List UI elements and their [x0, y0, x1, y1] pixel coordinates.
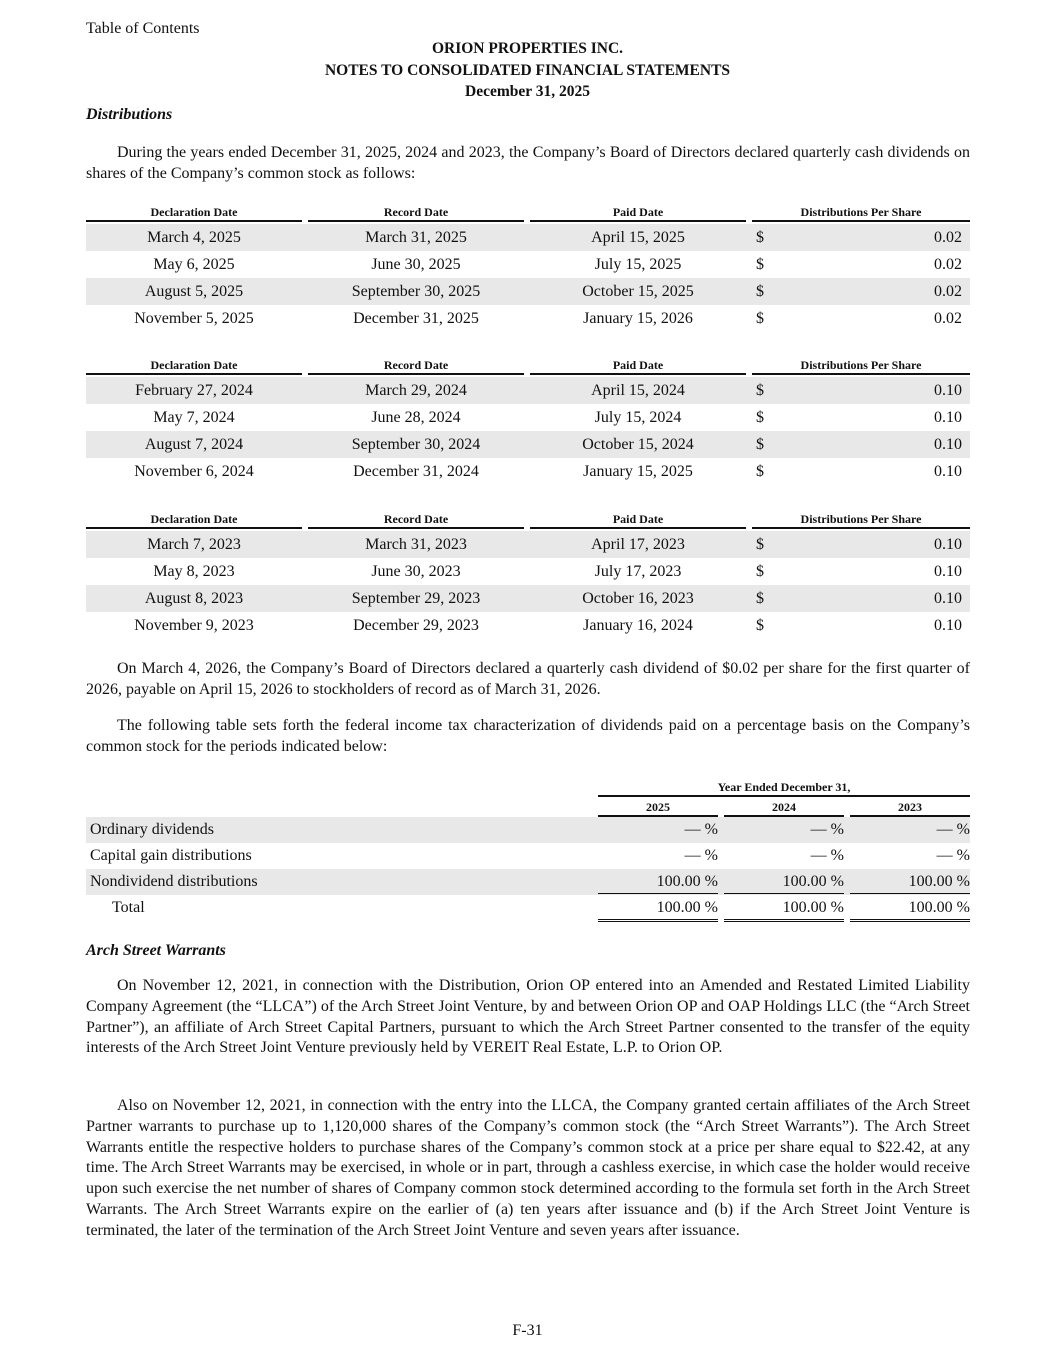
warrants-paragraph-2: Also on November 12, 2021, in connection with the entry into the LLCA, the Company granted certain affiliates of the Arch Street Partner warrants to purchase up to 1,120,000 shares of the Company’s common stock (the “Arch Street Warrants”). The Arch Street Warrants entitle the respective holders to purchase shares of the Company’s common stock at a price per share equal to $22.42, at any time. The Arch Street Warrants may be exercised, in whole or in part, through a cashless exercise, in which case the holder would receive upon such exercise the net number of shares of Company common stock determined according to the formula set forth in the Arch Street Warrants. The Arch Street Warrants expire on the earlier of (a) ten years after issuance and (b) if the Arch Street Joint Venture is terminated, the later of the termination of the Arch Street Joint Venture and seven years after issuance.: [86, 1097, 970, 1239]
table-row: [86, 869, 970, 895]
distribution-amount-cell: 0.10: [934, 536, 962, 553]
currency-symbol: $: [756, 463, 764, 480]
distribution-amount-cell: 0.10: [934, 617, 962, 634]
value-cell: — %: [684, 847, 718, 864]
paid-date-cell: July 15, 2025: [594, 256, 682, 273]
distribution-amount-cell: 0.10: [934, 563, 962, 580]
record-date-cell: June 28, 2024: [371, 409, 461, 426]
table-row: [86, 305, 970, 332]
subsequent-dividend-paragraph: On March 4, 2026, the Company’s Board of Directors declared a quarterly cash dividend of $0.02 per share for the first quarter of 2026, payable on April 15, 2026 to stockholders of record as of March 31, 2026.: [86, 660, 970, 698]
paid-date-cell: July 17, 2023: [594, 563, 682, 580]
value-cell: 100.00 %: [724, 869, 844, 894]
paid-date-cell: January 15, 2025: [583, 463, 693, 480]
currency-symbol: $: [756, 256, 764, 273]
record-date-cell: March 29, 2024: [365, 382, 467, 399]
paid-date-cell: July 15, 2024: [594, 409, 682, 426]
distribution-amount-cell: 0.10: [934, 463, 962, 480]
value-cell: 100.00 %: [598, 895, 718, 922]
table-row: [86, 404, 970, 431]
declaration-date-cell: November 5, 2025: [134, 310, 254, 327]
distributions-table-2025: [86, 204, 970, 332]
column-header: Paid Date: [530, 511, 746, 529]
column-header: Record Date: [308, 357, 524, 375]
currency-symbol: $: [756, 409, 764, 426]
currency-symbol: $: [756, 310, 764, 327]
currency-symbol: $: [756, 283, 764, 300]
record-date-cell: December 31, 2024: [353, 463, 479, 480]
table-row: [86, 458, 970, 485]
table-header: [86, 511, 970, 531]
declaration-date-cell: May 8, 2023: [153, 563, 235, 580]
value-cell: — %: [810, 847, 844, 864]
value-cell: 100.00 %: [850, 869, 970, 894]
page-number: F-31: [512, 1322, 543, 1339]
table-row: [86, 558, 970, 585]
company-name: ORION PROPERTIES INC.: [431, 40, 624, 57]
table-row: [86, 843, 970, 869]
record-date-cell: March 31, 2023: [365, 536, 467, 553]
currency-symbol: $: [756, 436, 764, 453]
currency-symbol: $: [756, 590, 764, 607]
row-label: Capital gain distributions: [90, 847, 252, 864]
row-label: Total: [112, 899, 145, 916]
table-row: [86, 531, 970, 558]
column-header: Distributions Per Share: [752, 204, 970, 222]
declaration-date-cell: November 9, 2023: [134, 617, 254, 634]
declaration-date-cell: February 27, 2024: [135, 382, 253, 399]
record-date-cell: June 30, 2023: [371, 563, 461, 580]
currency-symbol: $: [756, 382, 764, 399]
value-cell: — %: [936, 847, 970, 864]
record-date-cell: December 31, 2025: [353, 310, 479, 327]
record-date-cell: March 31, 2025: [365, 229, 467, 246]
declaration-date-cell: August 8, 2023: [144, 590, 244, 607]
column-header: Distributions Per Share: [752, 357, 970, 375]
paid-date-cell: April 15, 2025: [591, 229, 685, 246]
record-date-cell: September 29, 2023: [351, 590, 481, 607]
value-cell: — %: [936, 821, 970, 838]
distributions-table-2024: [86, 357, 970, 485]
distributions-table-2023: [86, 511, 970, 639]
table-header: [86, 204, 970, 224]
paid-date-cell: January 15, 2026: [583, 310, 693, 327]
distribution-amount-cell: 0.02: [934, 310, 962, 327]
warrants-paragraph-1: On November 12, 2021, in connection with the Distribution, Orion OP entered into an Amended and Restated Limited Liability Company Agreement (the “LLCA”) of the Arch Street Joint Venture, by and between Orion OP and OAP Holdings LLC (the “Arch Street Partner”), an affiliate of Arch Street Capital Partners, pursuant to which the Arch Street Partner consented to the transfer of the equity interests of the Arch Street Joint Venture previously held by VEREIT Real Estate, L.P. to Orion OP.: [86, 977, 970, 1057]
value-cell: 100.00 %: [598, 869, 718, 894]
distribution-amount-cell: 0.02: [934, 229, 962, 246]
record-date-cell: September 30, 2024: [351, 436, 481, 453]
column-header: Declaration Date: [86, 511, 302, 529]
paid-date-cell: April 17, 2023: [591, 536, 685, 553]
row-label: Nondividend distributions: [90, 873, 258, 890]
distribution-amount-cell: 0.02: [934, 283, 962, 300]
distributions-intro: During the years ended December 31, 2025, 2024 and 2023, the Company’s Board of Directors declared quarterly cash dividends on shares of the Company’s common stock as follows:: [86, 144, 970, 182]
paid-date-cell: October 15, 2025: [582, 283, 694, 300]
record-date-cell: September 30, 2025: [351, 283, 481, 300]
column-header: Paid Date: [530, 204, 746, 222]
declaration-date-cell: May 6, 2025: [153, 256, 235, 273]
declaration-date-cell: March 4, 2025: [147, 229, 241, 246]
value-cell: — %: [810, 821, 844, 838]
table-of-contents-link[interactable]: Table of Contents: [86, 20, 200, 37]
paid-date-cell: January 16, 2024: [583, 617, 693, 634]
year-header-2025: 2025: [598, 799, 718, 817]
value-cell: 100.00 %: [724, 895, 844, 922]
paid-date-cell: October 16, 2023: [582, 590, 694, 607]
record-date-cell: December 29, 2023: [353, 617, 479, 634]
table-row: [86, 431, 970, 458]
column-header: Distributions Per Share: [752, 511, 970, 529]
currency-symbol: $: [756, 229, 764, 246]
value-cell: — %: [684, 821, 718, 838]
currency-symbol: $: [756, 617, 764, 634]
distribution-amount-cell: 0.10: [934, 382, 962, 399]
document-date: December 31, 2025: [465, 83, 590, 100]
column-header: Declaration Date: [86, 204, 302, 222]
table-row: [86, 224, 970, 251]
declaration-date-cell: August 7, 2024: [144, 436, 244, 453]
declaration-date-cell: March 7, 2023: [147, 536, 241, 553]
distributions-heading: Distributions: [86, 106, 173, 123]
distribution-amount-cell: 0.10: [934, 409, 962, 426]
table-row-total: [86, 895, 970, 921]
year-header-2023: 2023: [850, 799, 970, 817]
value-cell: 100.00 %: [850, 895, 970, 922]
distribution-amount-cell: 0.10: [934, 590, 962, 607]
row-label: Ordinary dividends: [90, 821, 214, 838]
distribution-amount-cell: 0.02: [934, 256, 962, 273]
declaration-date-cell: May 7, 2024: [153, 409, 235, 426]
table-row: [86, 251, 970, 278]
column-header: Declaration Date: [86, 357, 302, 375]
paid-date-cell: April 15, 2024: [591, 382, 685, 399]
tax-intro-paragraph: The following table sets forth the federal income tax characterization of dividends paid on a percentage basis on the Company’s common stock for the periods indicated below:: [86, 717, 970, 755]
currency-symbol: $: [756, 536, 764, 553]
column-header: Record Date: [308, 204, 524, 222]
declaration-date-cell: November 6, 2024: [134, 463, 254, 480]
year-header-2024: 2024: [724, 799, 844, 817]
distribution-amount-cell: 0.10: [934, 436, 962, 453]
table-row: [86, 817, 970, 843]
warrants-heading: Arch Street Warrants: [86, 942, 226, 959]
declaration-date-cell: August 5, 2025: [144, 283, 244, 300]
table-row: [86, 585, 970, 612]
year-ended-header: Year Ended December 31,: [598, 779, 970, 797]
table-row: [86, 612, 970, 639]
table-header: [86, 357, 970, 377]
column-header: Record Date: [308, 511, 524, 529]
document-title: NOTES TO CONSOLIDATED FINANCIAL STATEMENTS: [324, 62, 731, 79]
record-date-cell: June 30, 2025: [371, 256, 461, 273]
column-header: Paid Date: [530, 357, 746, 375]
table-row: [86, 278, 970, 305]
paid-date-cell: October 15, 2024: [582, 436, 694, 453]
table-row: [86, 377, 970, 404]
currency-symbol: $: [756, 563, 764, 580]
